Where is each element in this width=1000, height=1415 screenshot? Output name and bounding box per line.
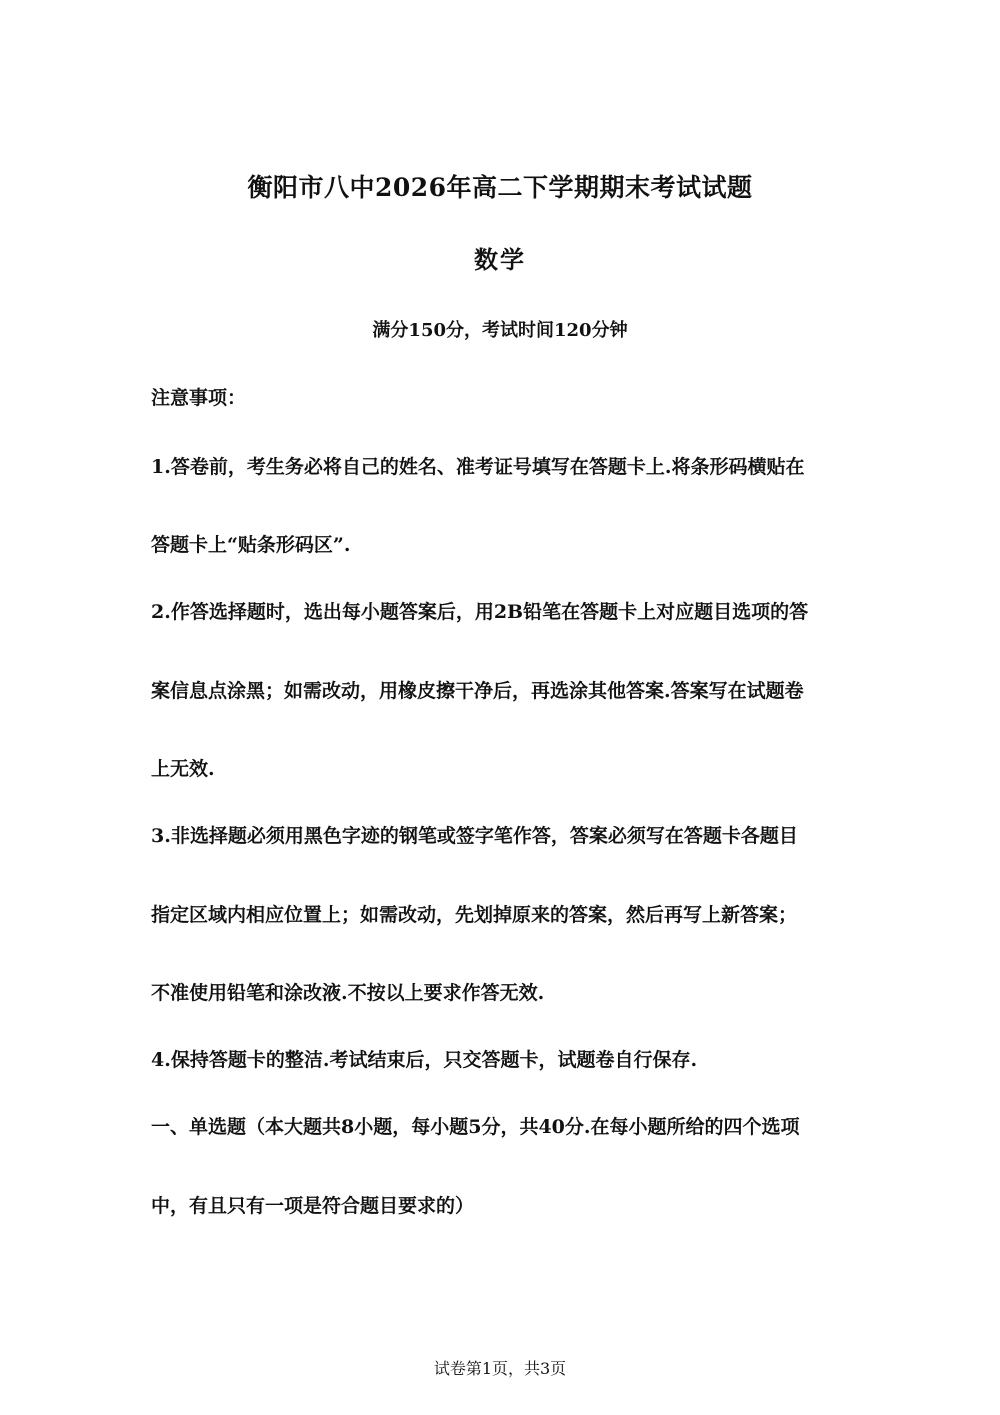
notice-line-1: 1.答卷前，考生务必将自己的姓名、准考证号填写在答题卡上.将条形码横贴在 <box>151 456 805 478</box>
section-heading-line-1: 一、单选题（本大题共8小题，每小题5分，共40分.在每小题所给的四个选项 <box>151 1116 800 1138</box>
score-time-info: 满分150分，考试时间120分钟 <box>372 320 628 341</box>
notice-line-5: 上无效. <box>151 758 215 780</box>
notice-line-8: 不准使用铅笔和涂改液.不按以上要求作答无效. <box>151 982 545 1004</box>
exam-title: 衡阳市八中2026年高二下学期期末考试试题 <box>247 173 753 202</box>
notice-line-6: 3.非选择题必须用黑色字迹的钢笔或签字笔作答，答案必须写在答题卡各题目 <box>151 825 798 847</box>
exam-subject: 数学 <box>474 245 526 274</box>
notice-line-4: 案信息点涂黑；如需改动，用橡皮擦干净后，再选涂其他答案.答案写在试题卷 <box>151 680 804 702</box>
section-heading-line-2: 中，有且只有一项是符合题目要求的） <box>151 1195 475 1217</box>
page-footer: 试卷第1页，共3页 <box>433 1359 567 1378</box>
notice-line-9: 4.保持答题卡的整洁.考试结束后，只交答题卡，试题卷自行保存. <box>151 1049 698 1071</box>
notice-line-2: 答题卡上“贴条形码区”. <box>151 534 351 556</box>
notice-line-3: 2.作答选择题时，选出每小题答案后，用2B铅笔在答题卡上对应题目选项的答 <box>151 601 809 623</box>
notice-line-7: 指定区域内相应位置上；如需改动，先划掉原来的答案，然后再写上新答案； <box>151 904 798 926</box>
notice-heading: 注意事项： <box>151 387 247 409</box>
